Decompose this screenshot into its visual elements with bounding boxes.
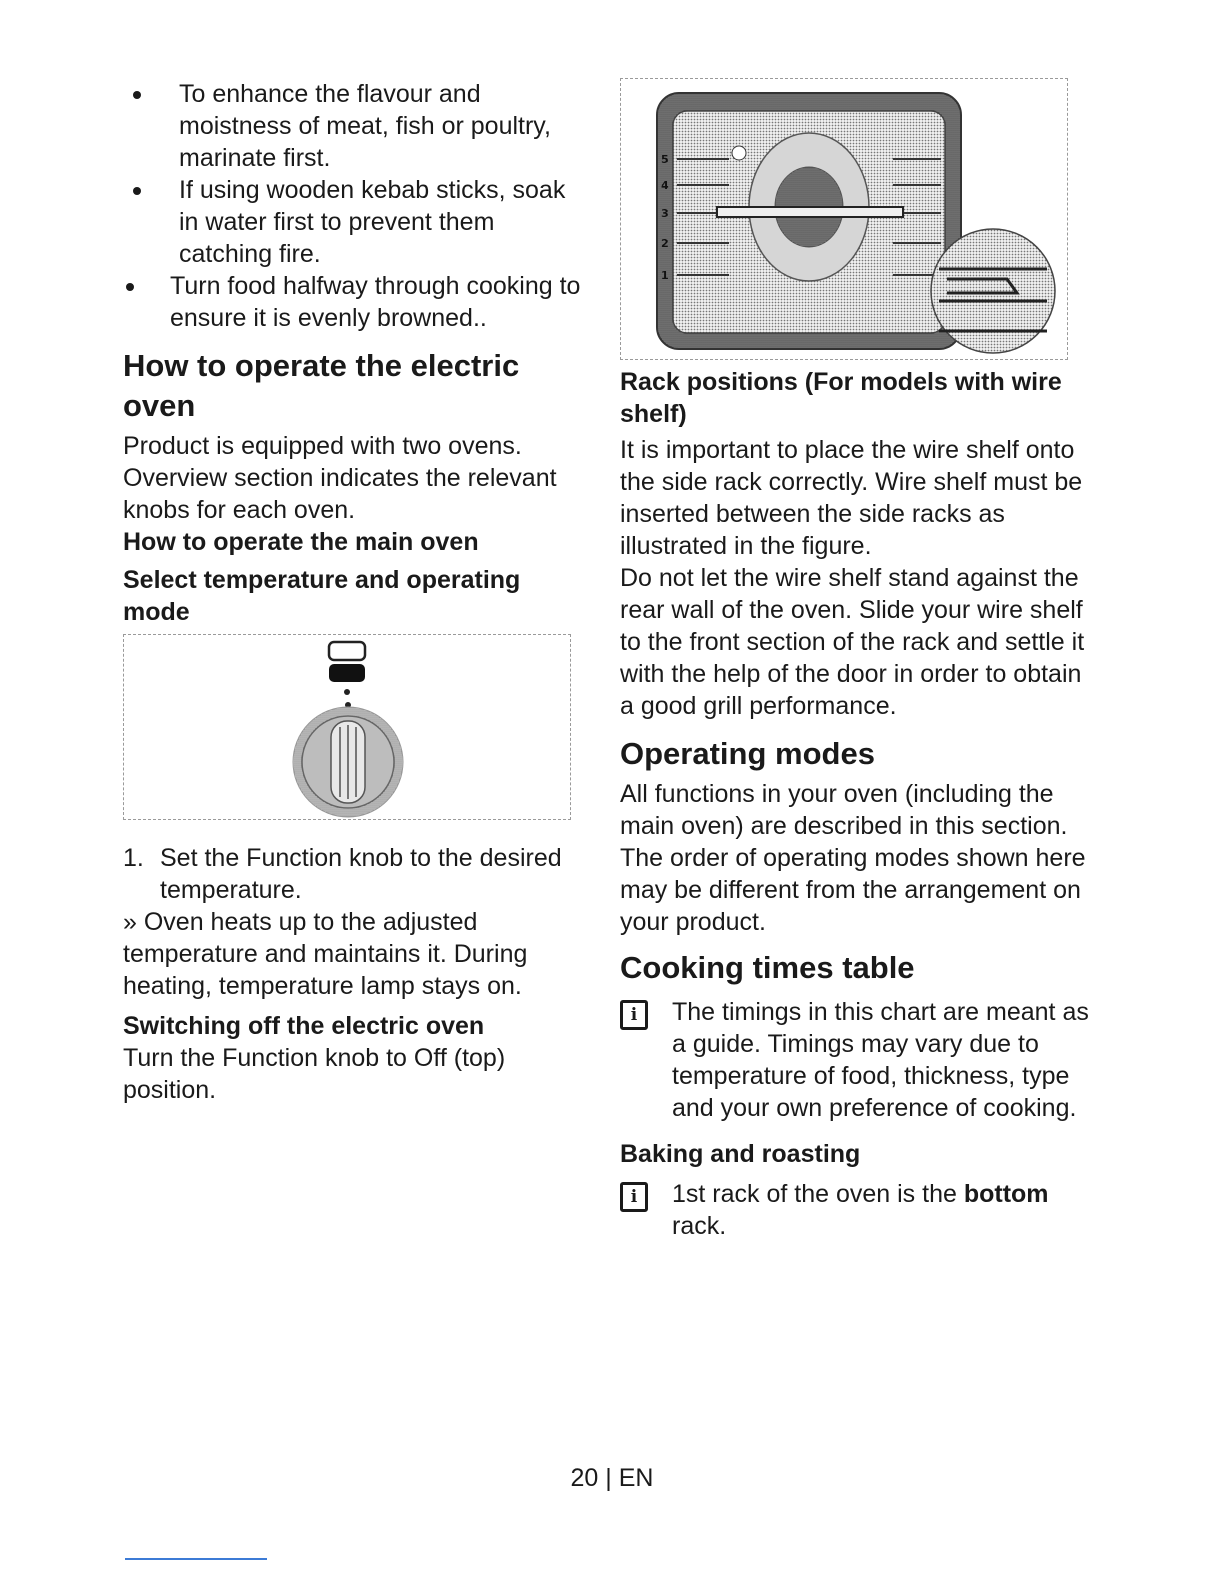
lamp-off-icon <box>329 642 365 660</box>
operating-modes-title: Operating modes <box>620 736 875 771</box>
baking-heading: Baking and roasting <box>620 1140 861 1168</box>
info-icon: i <box>620 1182 648 1212</box>
svg-text:2: 2 <box>661 237 669 250</box>
switch-off-heading: Switching off the electric oven <box>123 1012 485 1040</box>
svg-text:4: 4 <box>661 179 669 192</box>
left-column <box>123 78 591 1106</box>
rack-figure <box>620 78 1068 360</box>
bullet-dot <box>133 187 141 195</box>
info-note: i The timings in this chart are meant as a guide. Timings may vary due to temperature of food, thickness, type and your own preference of cooking. <box>620 996 1090 1124</box>
rack-text: It is important to place the wire shelf onto the side rack correctly. Wire shelf must be inserted between the side racks as illustrated in the figure. <box>620 436 1083 560</box>
svg-text:5: 5 <box>661 153 669 166</box>
oven-rack-illustration <box>621 79 1067 359</box>
cooking-times-title: Cooking times table <box>620 950 915 985</box>
list-item: To enhance the flavour and moistness of meat, fish or poultry, marinate first. <box>123 78 591 174</box>
intro-text: Product is equipped with two ovens. Overview section indicates the relevant knobs for each oven. <box>123 432 557 524</box>
list-item: If using wooden kebab sticks, soak in water first to prevent them catching fire. <box>123 174 591 270</box>
modes-text: The order of operating modes shown here may be different from the arrangement on your product. <box>620 844 1086 936</box>
page-footer: 20 | EN <box>570 1464 654 1492</box>
bullet-dot <box>133 91 141 99</box>
info-icon: i <box>620 1000 648 1030</box>
result-text: » Oven heats up to the adjusted temperature and maintains it. During heating, temperature lamp stays on. <box>123 908 528 1000</box>
bullet-dot <box>126 283 134 291</box>
section-title: How to operate the electric oven <box>123 348 520 423</box>
lamp-on-icon <box>329 664 365 682</box>
rack-heading: Rack positions (For models with wire shelf) <box>620 368 1062 428</box>
knob-figure <box>123 634 571 820</box>
wire-shelf-icon <box>717 207 903 217</box>
modes-text: All functions in your oven (including the main oven) are described in this section. <box>620 780 1068 840</box>
list-item: Turn food halfway through cooking to ensure it is evenly browned.. <box>123 270 591 334</box>
footer-rule <box>125 1558 267 1560</box>
rack-text: Do not let the wire shelf stand against the rear wall of the oven. Slide your wire shelf to the front section of the rack and settle it with the help of the door in order to obtain a good grill performance. <box>620 564 1085 720</box>
zoom-detail-icon <box>931 229 1055 353</box>
list-item: 1. Set the Function knob to the desired temperature. <box>123 844 562 904</box>
tips-list <box>123 78 591 334</box>
svg-text:3: 3 <box>661 207 669 220</box>
steps-list <box>123 842 591 906</box>
svg-text:1: 1 <box>661 269 669 282</box>
select-mode-heading: Select temperature and operating mode <box>123 566 521 626</box>
function-knob-illustration <box>124 635 570 819</box>
info-note: i 1st rack of the oven is the bottom rack. <box>620 1178 1090 1242</box>
switch-off-text: Turn the Function knob to Off (top) position. <box>123 1044 506 1104</box>
right-column <box>620 78 1090 1242</box>
main-oven-heading: How to operate the main oven <box>123 528 479 556</box>
